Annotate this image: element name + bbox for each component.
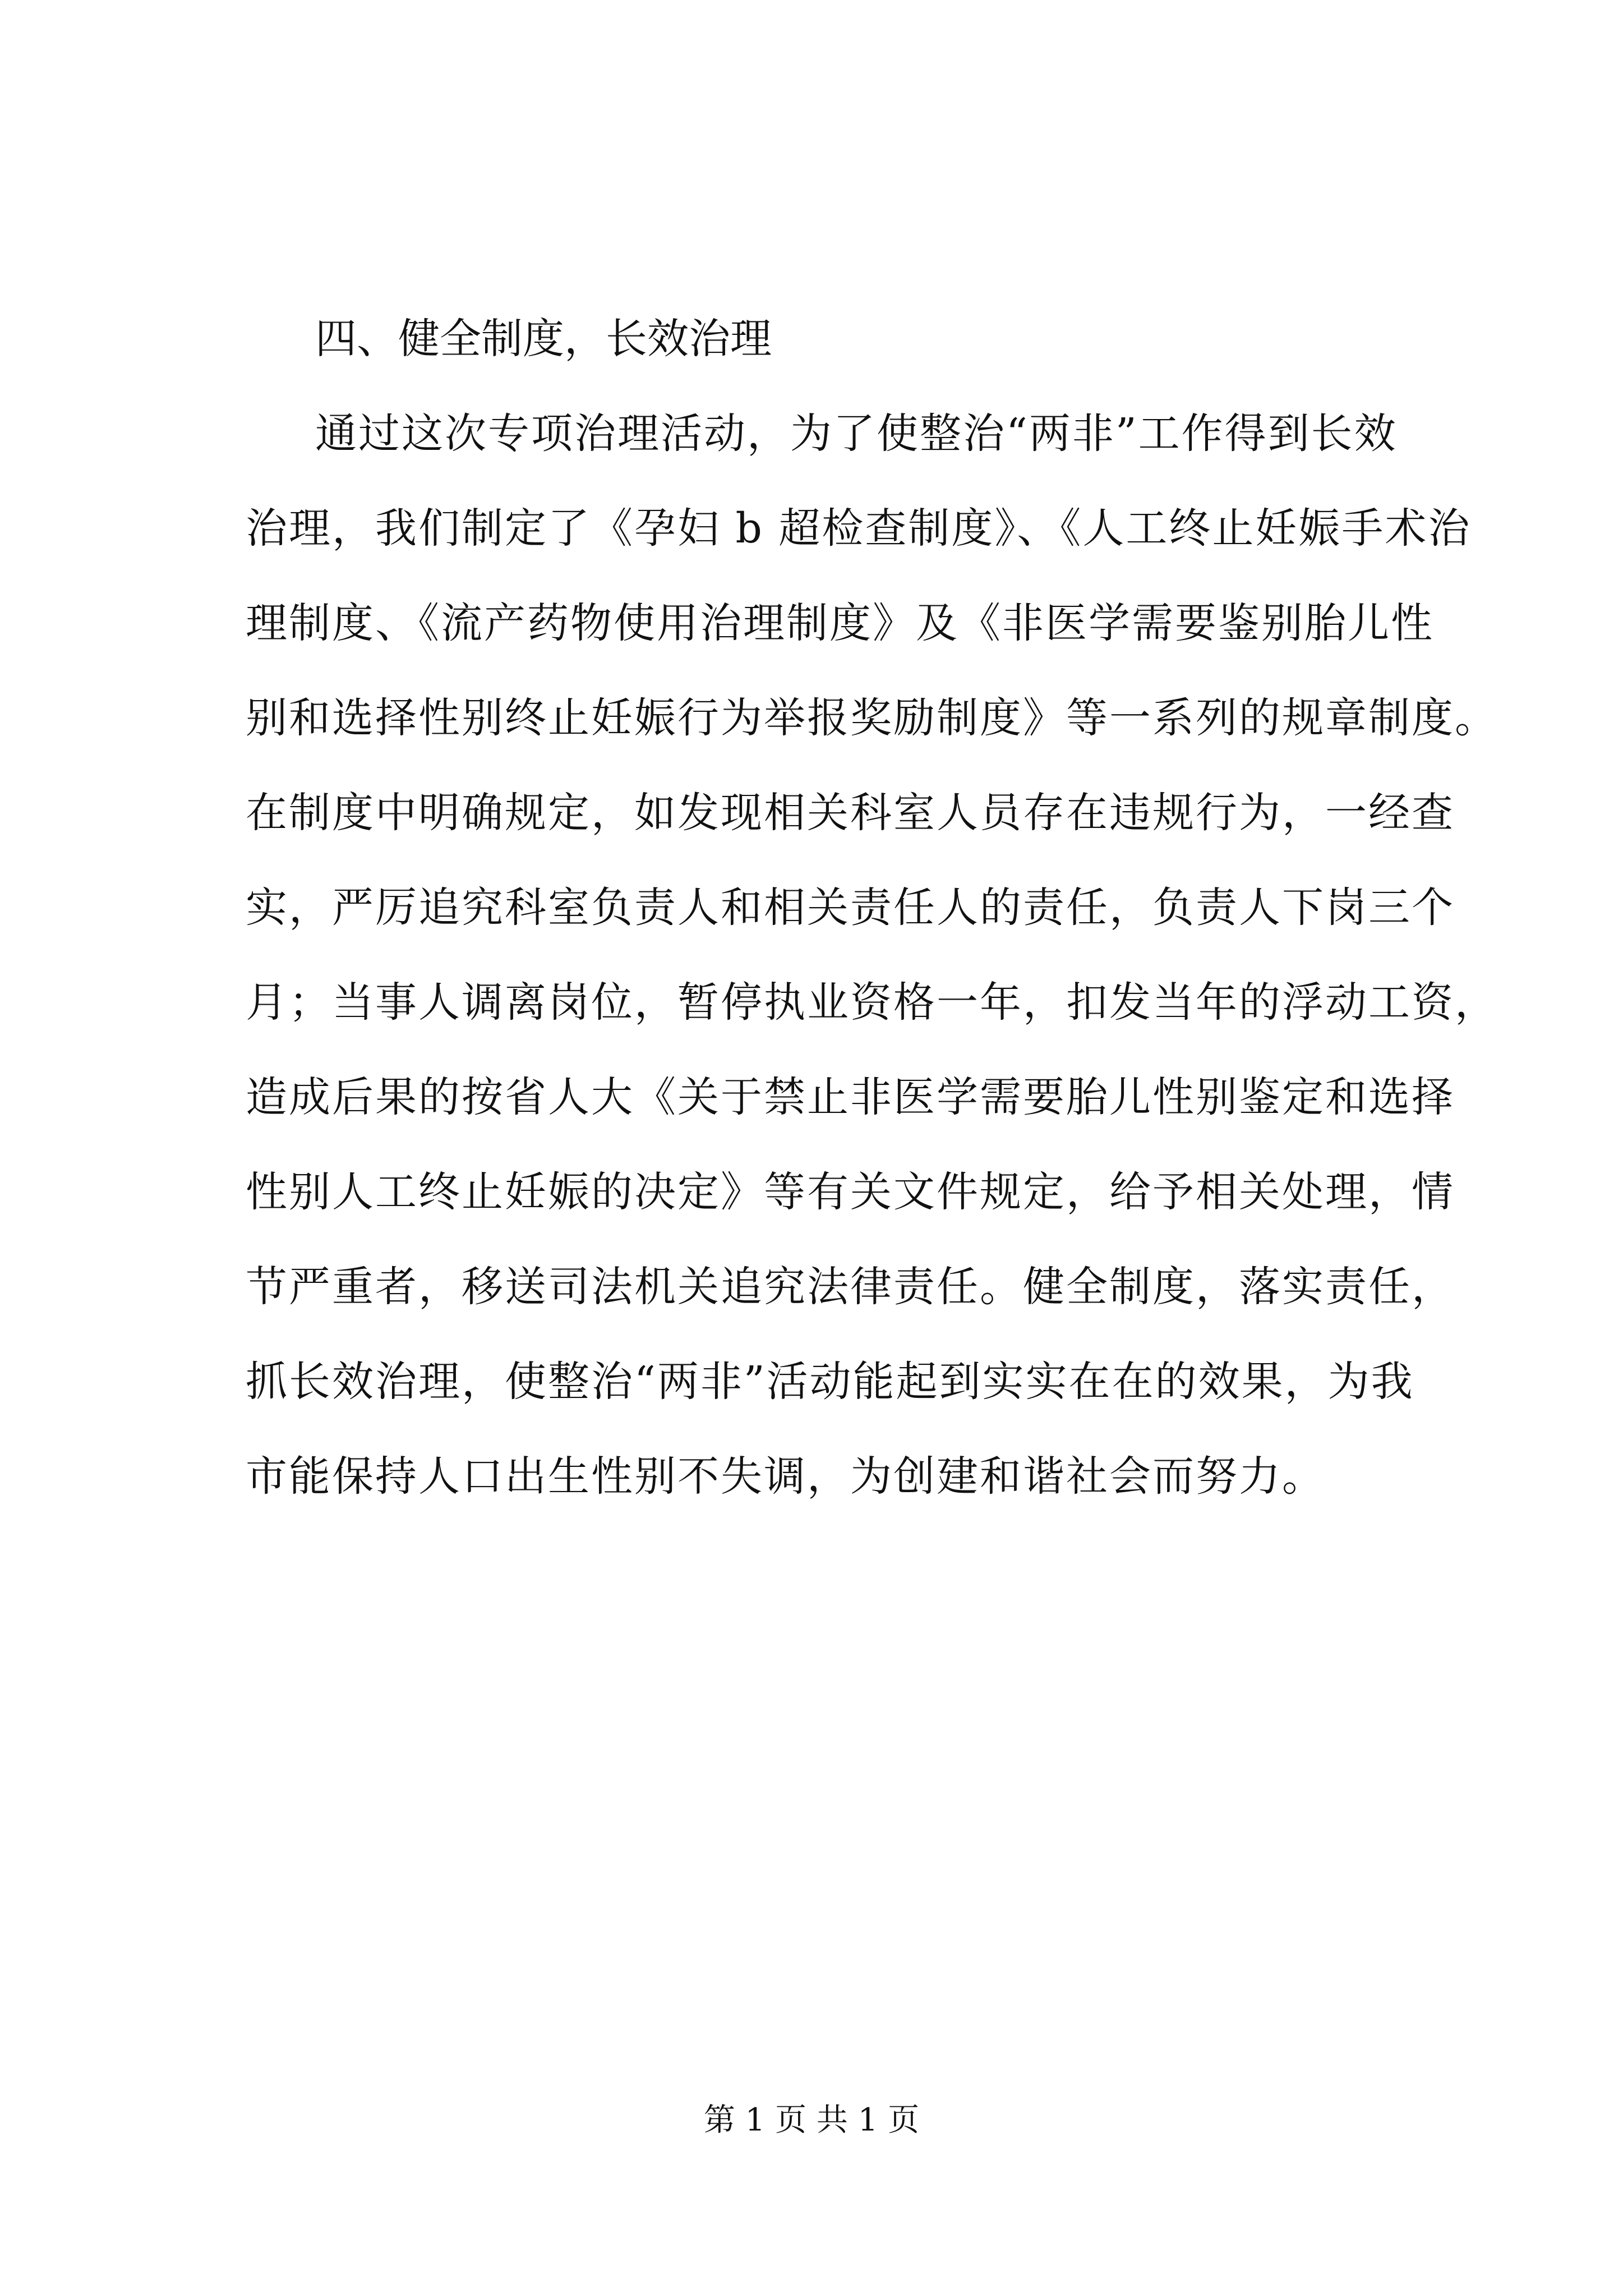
paragraph-line: 在制度中明确规定，如发现相关科室人员存在违规行为，一经查 <box>246 789 1455 837</box>
body-paragraph <box>246 386 1498 1524</box>
paragraph-line: 抓长效治理，使整治“两非”活动能起到实实在在的效果，为我 <box>246 1358 1414 1406</box>
paragraph-line: 别和选择性别终止妊娠行为举报奖励制度》等一系列的规章制度。 <box>246 694 1498 742</box>
document-content <box>246 292 1498 1524</box>
paragraph-line: 治理，我们制定了《孕妇 b 超检查制度》、《人工终止妊娠手术治 <box>246 504 1472 553</box>
paragraph-line: 性别人工终止妊娠的决定》等有关文件规定，给予相关处理，情 <box>246 1168 1455 1216</box>
paragraph-line: 实，严厉追究科室负责人和相关责任人的责任，负责人下岗三个 <box>246 884 1455 932</box>
paragraph-line: 市能保持人口出生性别不失调，为创建和谐社会而努力。 <box>246 1452 1325 1501</box>
paragraph-line: 理制度、《流产药物使用治理制度》及《非医学需要鉴别胎儿性 <box>246 599 1434 647</box>
section-heading: 四、健全制度，长效治理 <box>315 315 772 363</box>
paragraph-line: 通过这次专项治理活动，为了使整治“两非”工作得到长效 <box>315 409 1398 458</box>
paragraph-line: 月；当事人调离岗位，暂停执业资格一年，扣发当年的浮动工资， <box>246 978 1498 1027</box>
paragraph-line: 造成后果的按省人大《关于禁止非医学需要胎儿性别鉴定和选择 <box>246 1073 1455 1121</box>
paragraph-line: 节严重者，移送司法机关追究法律责任。健全制度，落实责任， <box>246 1263 1455 1311</box>
page-footer: 第 1 页 共 1 页 <box>703 2102 920 2138</box>
